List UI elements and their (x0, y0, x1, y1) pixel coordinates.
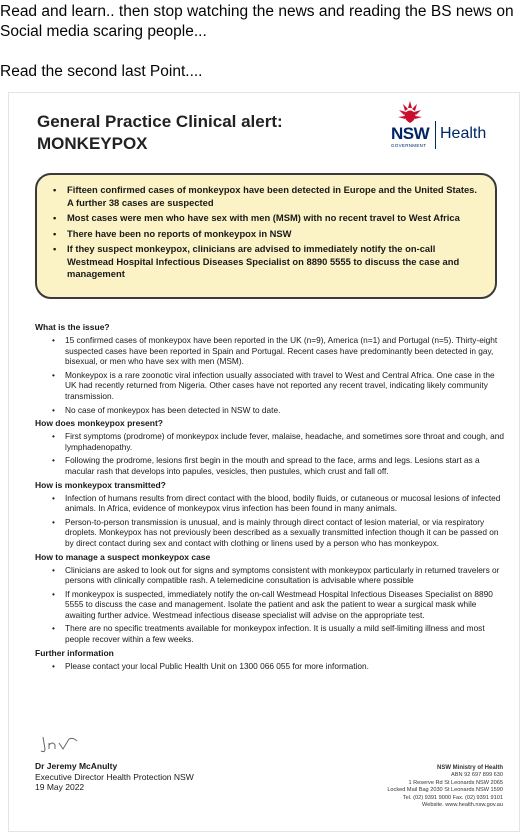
nsw-wordmark: NSW (391, 124, 430, 143)
list-item: • Person-to-person transmission is unusual, and is mainly through direct contact of lesion material, or via respiratory droplets. Monkeypox has not previously been described as a sexually transmitted infection though it can be passed on by direct contact during sex and contact with clothing or linens used by a person who has monkeypox. (49, 517, 505, 549)
key-point: • Fifteen confirmed cases of monkeypox have been detected in Europe and the United States. A further 38 cases are suspected (51, 184, 483, 209)
signatory-role: Executive Director Health Protection NSW (35, 771, 194, 782)
section-heading-issue: What is the issue? (35, 322, 110, 332)
key-point: • There have been no reports of monkeypox in NSW (51, 228, 483, 241)
list-item: • No case of monkeypox has been detected in NSW to date. (49, 405, 505, 416)
nsw-health-logo (387, 99, 507, 155)
clinical-alert-document[interactable] (8, 92, 520, 832)
section-list-issue (49, 335, 505, 415)
ministry-address-street: 1 Reserve Rd St Leonards NSW 2065 (408, 779, 503, 786)
ministry-website: Website. www.health.nsw.gov.au (422, 802, 503, 809)
post-text-line-2: Read the second last Point.... (0, 63, 203, 80)
section-heading-management: How to manage a suspect monkeypox case (35, 551, 211, 562)
ministry-name: NSW Ministry of Health (436, 765, 503, 771)
document-title (37, 111, 283, 155)
list-item: • First symptoms (prodrome) of monkeypox include fever, malaise, headache, and sometimes sore throat and cough, and lymphadenopathy. (49, 431, 505, 452)
document-title-line-1: General Practice Clinical alert: (37, 112, 283, 131)
signatory-name: Dr Jeremy McAnulty (35, 761, 118, 771)
key-point: • If they suspect monkeypox, clinicians are advised to immediately notify the on-call Westmead Hospital Infectious Diseases Specialist on 8890 5555 to discuss the case and management (51, 243, 483, 281)
list-item: • Please contact your local Public Health Unit on 1300 066 055 for more information. (49, 661, 505, 672)
ministry-contact-block (303, 765, 503, 809)
list-item: • Following the prodrome, lesions first begin in the mouth and spread to the face, arms and legs. Lesions start as a macular rash that develops into papules, vesicles, then pustules, which crust and fall off. (49, 455, 505, 476)
ministry-address-mail: Locked Mail Bag 2030 St Leonards NSW 1590 (387, 787, 503, 794)
health-wordmark: Health (440, 125, 487, 142)
section-list-presentation (49, 431, 505, 476)
post-caption (0, 2, 520, 82)
list-item: • If monkeypox is suspected, immediately notify the on-call Westmead Hospital Infectious Diseases Specialist on 8890 5555 to discuss the case and management. Isolate the patient and ask the patient to wear a surgical mask while awaiting further advice. Westmead infectious disease specialist will advise on the appropriate test. (49, 589, 505, 621)
section-heading-transmission: How is monkeypox transmitted? (35, 479, 166, 490)
document-body (35, 321, 505, 674)
government-wordmark: GOVERNMENT (391, 143, 427, 148)
logo-divider (435, 121, 436, 149)
handwritten-signature (39, 733, 83, 755)
section-list-further-info (49, 661, 505, 672)
list-item: • There are no specific treatments available for monkeypox infection. It is usually a mild self-limiting illness and most people recover within a few weeks. (49, 623, 505, 644)
section-list-management (49, 565, 505, 645)
key-points-box (35, 173, 497, 299)
list-item: • Monkeypox is a rare zoonotic viral infection usually associated with travel to West and Central Africa. One case in the UK had recently returned from Nigeria. Other cases have not reported any recent travel, indicating likely community transmission. (49, 370, 505, 402)
document-title-line-2: MONKEYPOX (37, 134, 148, 153)
list-item: • Infection of humans results from direct contact with the blood, bodily fluids, or cutaneous or mucosal lesions of infected animals. In Africa, evidence of monkeypox virus infection has been found in many animals. (49, 493, 505, 514)
signature-block (35, 761, 194, 793)
key-point: • Most cases were men who have sex with men (MSM) with no recent travel to West Africa (51, 212, 483, 225)
section-list-transmission (49, 493, 505, 549)
ministry-phone: Tel. (02) 9391 9000 Fax. (02) 9391 9101 (402, 794, 503, 801)
section-heading-presentation: How does monkeypox present? (35, 418, 163, 429)
key-points-list (51, 184, 483, 281)
ministry-abn: ABN 92 697 899 630 (451, 772, 503, 779)
post-text-line-1: Read and learn.. then stop watching the news and reading the BS news on Social media scaring people... (0, 3, 514, 40)
list-item: • Clinicians are asked to look out for signs and symptoms consistent with monkeypox particularly in returned travelers or persons with clinically compatible rash. A telemedicine consultation is advisable where possible (49, 565, 505, 586)
signature-date: 19 May 2022 (35, 782, 85, 792)
section-heading-further-info: Further information (35, 647, 114, 658)
list-item: • 15 confirmed cases of monkeypox have been reported in the UK (n=9), America (n=1) and Portugal (n=5). Thirty-eight suspected cases have been reported in Spain and Portugal. Recent cases have predominantly been detected in gay, bisexual, or men who have sex with men (MSM). (49, 335, 505, 367)
waratah-flower-icon (395, 99, 425, 127)
